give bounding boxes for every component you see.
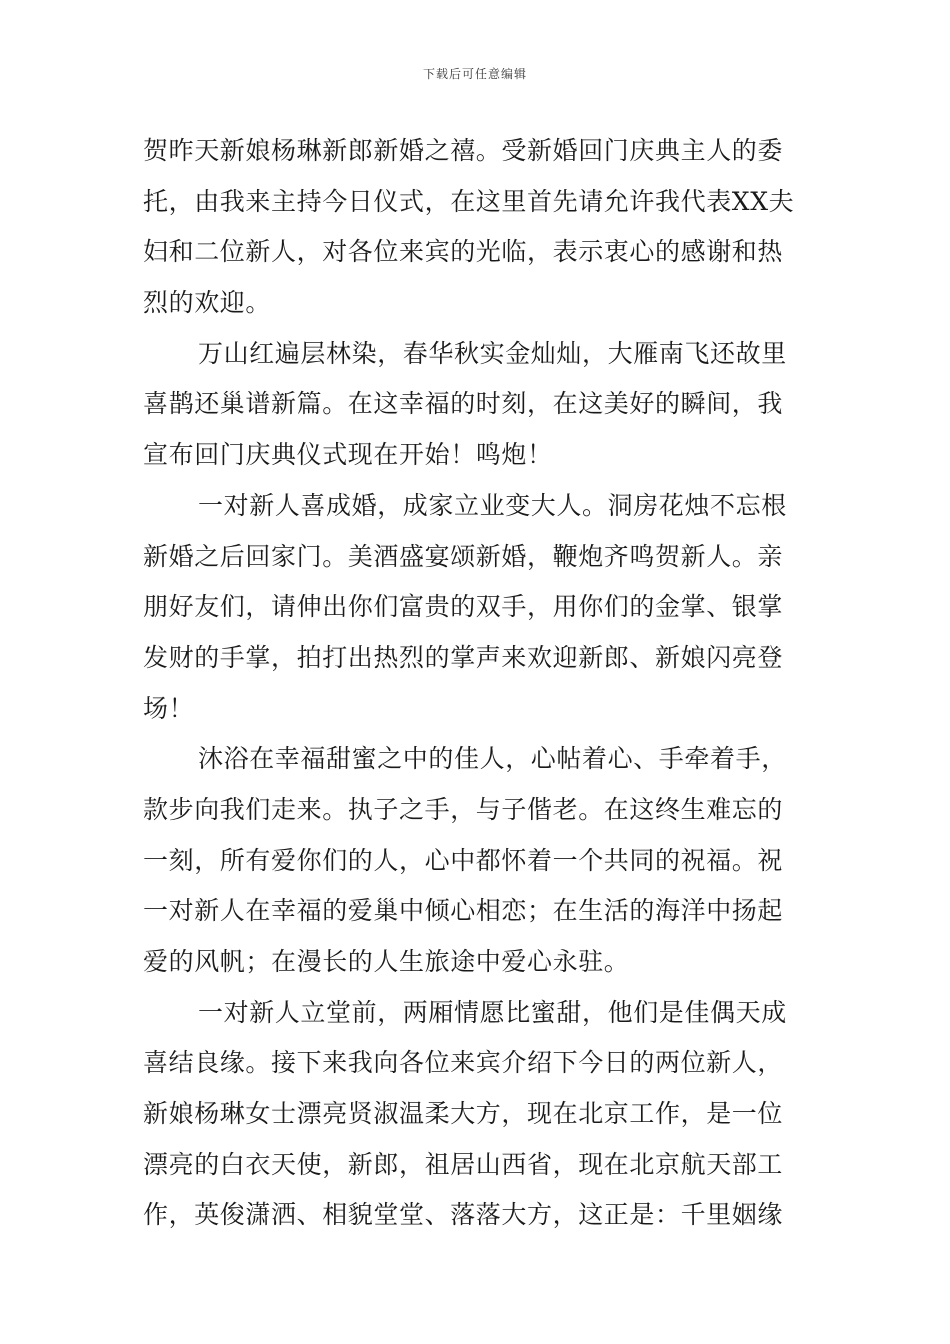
text-line: 托，由我来主持今日仪式，在这里首先请允许我代表XX夫 — [143, 186, 795, 216]
text-line: 烈的欢迎。 — [143, 288, 272, 318]
text-line: 喜结良缘。接下来我向各位来宾介绍下今日的两位新人， — [143, 1048, 784, 1078]
text-line: 新婚之后回家门。美酒盛宴颂新婚，鞭炮齐鸣贺新人。亲 — [143, 541, 784, 571]
text-line: 宣布回门庆典仪式现在开始！鸣炮！ — [143, 440, 553, 470]
document-body — [143, 126, 807, 1241]
page-header: 下载后可任意编辑 — [422, 67, 527, 81]
text-line: 喜鹊还巢谱新篇。在这幸福的时刻，在这美好的瞬间，我 — [143, 389, 784, 419]
text-line: 漂亮的白衣天使，新郎，祖居山西省，现在北京航天部工 — [143, 1149, 784, 1179]
paragraph-first-line: 沐浴在幸福甜蜜之中的佳人，心帖着心、手牵着手， — [198, 744, 787, 774]
text-line: 一对新人在幸福的爱巢中倾心相恋；在生活的海洋中扬起 — [143, 896, 784, 926]
text-line: 妇和二位新人，对各位来宾的光临，表示衷心的感谢和热 — [143, 237, 784, 267]
text-line: 作，英俊潇洒、相貌堂堂、落落大方，这正是：千里姻缘 — [143, 1200, 784, 1230]
paragraph-first-line: 一对新人立堂前，两厢情愿比蜜甜，他们是佳偶天成 — [198, 997, 787, 1027]
paragraph-first-line: 万山红遍层林染，春华秋实金灿灿，大雁南飞还故里 — [198, 338, 787, 368]
text-line: 一刻，所有爱你们的人，心中都怀着一个共同的祝福。祝 — [143, 845, 784, 875]
text-line: 新娘杨琳女士漂亮贤淑温柔大方，现在北京工作，是一位 — [143, 1099, 784, 1129]
text-line: 朋好友们，请伸出你们富贵的双手，用你们的金掌、银掌 — [143, 592, 784, 622]
text-line: 款步向我们走来。执子之手，与子偕老。在这终生难忘的 — [143, 794, 784, 824]
text-line: 发财的手掌，拍打出热烈的掌声来欢迎新郎、新娘闪亮登 — [143, 642, 784, 672]
paragraph-first-line: 一对新人喜成婚，成家立业变大人。洞房花烛不忘根 — [198, 490, 787, 520]
text-line: 场！ — [143, 693, 195, 723]
text-line: 贺昨天新娘杨琳新郎新婚之禧。受新婚回门庆典主人的委 — [143, 136, 784, 165]
text-line: 爱的风帆；在漫长的人生旅途中爱心永驻。 — [143, 947, 630, 976]
